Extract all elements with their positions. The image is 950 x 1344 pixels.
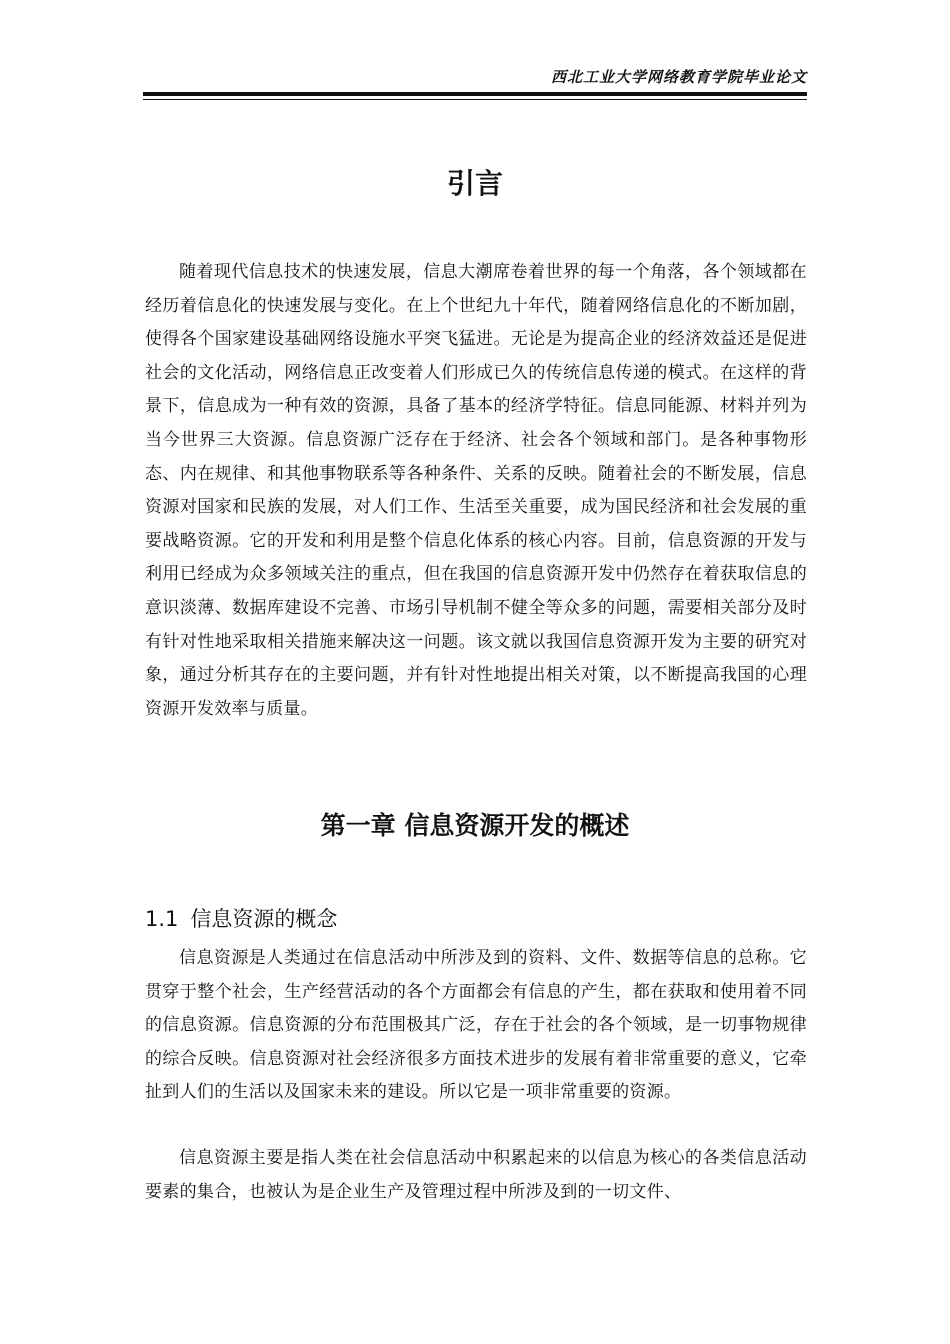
section-heading <box>145 903 337 933</box>
header-rule-thin <box>143 99 807 100</box>
section-paragraph-1: 信息资源是人类通过在信息活动中所涉及到的资料、文件、数据等信息的总称。它贯穿于整个社会，生产经营活动的各个方面都会有信息的产生，都在获取和使用着不同的信息资源。信息资源的分布范围极其广泛，存在于社会的各个领域，是一切事物规律的综合反映。信息资源对社会经济很多方面技术进步的发展有着非常重要的意义，它牵扯到人们的生活以及国家未来的建设。所以它是一项非常重要的资源。 <box>145 948 807 1103</box>
section-number: 1.1 <box>145 907 179 931</box>
header-title: 西北工业大学网络教育学院毕业论文 <box>550 68 807 86</box>
section-title: 信息资源的概念 <box>190 907 338 931</box>
chapter-title: 第一章 信息资源开发的概述 <box>320 811 630 840</box>
intro-paragraph: 随着现代信息技术的快速发展，信息大潮席卷着世界的每一个角落，各个领域都在经历着信息化的快速发展与变化。在上个世纪九十年代，随着网络信息化的不断加剧，使得各个国家建设基础网络设施水平突飞猛进。无论是为提高企业的经济效益还是促进社会的文化活动，网络信息正改变着人们形成已久的传统信息传递的模式。在这样的背景下，信息成为一种有效的资源，具备了基本的经济学特征。信息同能源、材料并列为当今世界三大资源。信息资源广泛存在于经济、社会各个领域和部门。是各种事物形态、内在规律、和其他事物联系等各种条件、关系的反映。随着社会的不断发展，信息资源对国家和民族的发展，对人们工作、生活至关重要，成为国民经济和社会发展的重要战略资源。它的开发和利用是整个信息化体系的核心内容。目前，信息资源的开发与利用已经成为众多领域关注的重点，但在我国的信息资源开发中仍然存在着获取信息的意识淡薄、数据库建设不完善、市场引导机制不健全等众多的问题，需要相关部分及时有针对性地采取相关措施来解决这一问题。该文就以我国信息资源开发为主要的研究对象，通过分析其存在的主要问题，并有针对性地提出相关对策，以不断提高我国的心理资源开发效率与质量。 <box>145 262 807 719</box>
section-paragraph-2: 信息资源主要是指人类在社会信息活动中积累起来的以信息为核心的各类信息活动要素的集合，也被认为是企业生产及管理过程中所涉及到的一切文件、 <box>145 1148 807 1202</box>
intro-title: 引言 <box>446 167 503 200</box>
header-rule-thick <box>143 92 807 96</box>
